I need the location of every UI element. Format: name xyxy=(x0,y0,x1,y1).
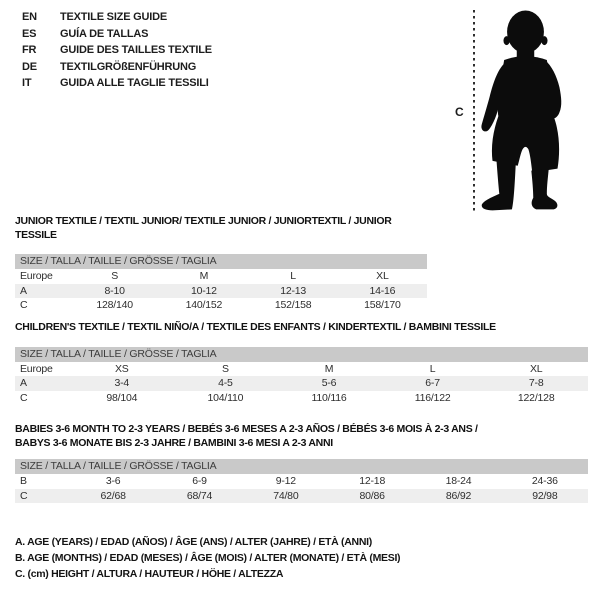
language-code: EN xyxy=(22,11,37,23)
language-title: GUIDA ALLE TAGLIE TESSILI xyxy=(60,77,209,89)
cell: L xyxy=(429,362,436,375)
table-row-age xyxy=(15,376,588,391)
table-row-height xyxy=(15,391,588,406)
cell: 80/86 xyxy=(359,489,385,502)
table-row-height xyxy=(15,298,427,313)
cell: 18-24 xyxy=(445,475,472,487)
section-junior-textile xyxy=(15,215,427,313)
language-row-it xyxy=(22,75,212,92)
cell: 140/152 xyxy=(185,299,223,311)
cell: 3-4 xyxy=(114,377,130,389)
height-marker-dashed-line xyxy=(473,10,475,211)
row-label: C xyxy=(20,299,28,311)
cell: XL xyxy=(376,270,389,282)
cell: 8-10 xyxy=(104,284,125,297)
cell: 12-18 xyxy=(359,475,386,487)
cell: M xyxy=(324,362,334,375)
language-title: TEXTILGRÖßENFÜHRUNG xyxy=(60,60,197,73)
cell: 62/68 xyxy=(100,489,126,502)
baby-silhouette-icon xyxy=(477,4,574,215)
cell: S xyxy=(111,270,119,282)
section-title-block xyxy=(15,423,588,450)
cell: 24-36 xyxy=(531,475,558,487)
cell: 5-6 xyxy=(321,377,337,389)
size-header-bar: SIZE / TALLA / TAILLE / GRÖSSE / TAGLIA xyxy=(15,347,588,362)
row-label: A xyxy=(20,284,27,297)
cell: XS xyxy=(114,362,129,375)
section-title-line1: BABIES 3-6 MONTH TO 2-3 YEARS / BEBÉS 3-6 MESES A 2-3 AÑOS / BÉBÉS 3-6 MOIS À 2-3 ANS / xyxy=(15,423,478,435)
cell: 104/110 xyxy=(207,391,244,404)
baby-figure xyxy=(452,4,584,216)
cell: S xyxy=(221,362,229,375)
cell: 10-12 xyxy=(190,284,217,297)
cell: 12-13 xyxy=(280,284,307,297)
language-list xyxy=(22,9,212,92)
language-title: GUIDE DES TAILLES TEXTILE xyxy=(60,44,212,56)
note-height-cm: C. (cm) HEIGHT / ALTURA / HAUTEUR / HÖHE / ALTEZZA xyxy=(15,568,284,580)
note-age-years: A. AGE (YEARS) / EDAD (AÑOS) / ÂGE (ANS) / ALTER (JAHRE) / ETÀ (ANNI) xyxy=(15,536,372,548)
section-childrens-textile xyxy=(15,321,588,405)
cell: 122/128 xyxy=(517,391,555,404)
language-row-de xyxy=(22,59,212,76)
language-row-fr xyxy=(22,42,212,59)
size-table-children xyxy=(15,362,588,406)
size-header-bar: SIZE / TALLA / TAILLE / GRÖSSE / TAGLIA xyxy=(15,254,427,269)
row-label: C xyxy=(20,391,28,404)
cell: 86/92 xyxy=(445,489,472,502)
table-row-europe xyxy=(15,362,588,377)
note-age-months: B. AGE (MONTHS) / EDAD (MESES) / ÂGE (MOIS) / ALTER (MONATE) / ETÀ (MESI) xyxy=(15,552,401,564)
language-code: FR xyxy=(22,44,37,56)
language-code: IT xyxy=(22,77,32,89)
cell: 7-8 xyxy=(528,377,544,389)
size-header-bar: SIZE / TALLA / TAILLE / GRÖSSE / TAGLIA xyxy=(15,459,588,474)
cell: 98/104 xyxy=(106,391,138,404)
language-row-es xyxy=(22,26,212,43)
section-babies-textile xyxy=(15,423,588,503)
cell: 9-12 xyxy=(275,475,296,487)
language-code: ES xyxy=(22,27,37,40)
cell: 152/158 xyxy=(274,299,312,311)
size-table-babies xyxy=(15,474,588,503)
language-code: DE xyxy=(22,60,37,73)
cell: 3-6 xyxy=(105,475,121,487)
language-title: TEXTILE SIZE GUIDE xyxy=(60,11,168,23)
legend-notes xyxy=(15,534,400,582)
row-label: B xyxy=(20,475,27,487)
cell: 128/140 xyxy=(96,299,133,311)
height-marker-label: C xyxy=(455,105,464,119)
cell: 158/170 xyxy=(364,299,401,311)
table-row-europe xyxy=(15,269,427,284)
table-row-height xyxy=(15,489,588,504)
section-title: JUNIOR TEXTILE / TEXTIL JUNIOR/ TEXTILE JUNIOR / JUNIORTEXTIL / JUNIOR TESSILE xyxy=(15,215,392,241)
cell: M xyxy=(199,270,209,282)
cell: 110/116 xyxy=(311,391,347,404)
cell: 74/80 xyxy=(273,489,299,502)
row-label: C xyxy=(20,489,28,502)
row-label: Europe xyxy=(20,270,53,282)
cell: 14-16 xyxy=(369,284,396,297)
language-title: GUÍA DE TALLAS xyxy=(60,27,149,40)
cell: XL xyxy=(529,362,543,375)
cell: L xyxy=(290,270,296,282)
row-label: A xyxy=(20,377,27,389)
cell: 92/98 xyxy=(532,489,558,502)
language-row-en xyxy=(22,9,212,26)
cell: 4-5 xyxy=(218,377,233,389)
row-label: Europe xyxy=(20,362,53,375)
section-title-line2: BABYS 3-6 MONATE BIS 2-3 JAHRE / BAMBINI 3-6 MESI A 2-3 ANNI xyxy=(15,436,333,449)
size-table-junior xyxy=(15,269,427,313)
table-row-months xyxy=(15,474,588,489)
cell: 6-7 xyxy=(425,377,440,389)
cell: 68/74 xyxy=(186,489,213,502)
table-row-age xyxy=(15,284,427,299)
cell: 116/122 xyxy=(414,391,451,404)
section-title: CHILDREN'S TEXTILE / TEXTIL NIÑO/A / TEXTILE DES ENFANTS / KINDERTEXTIL / BAMBINI TESSILE xyxy=(15,321,496,333)
cell: 6-9 xyxy=(192,475,207,487)
